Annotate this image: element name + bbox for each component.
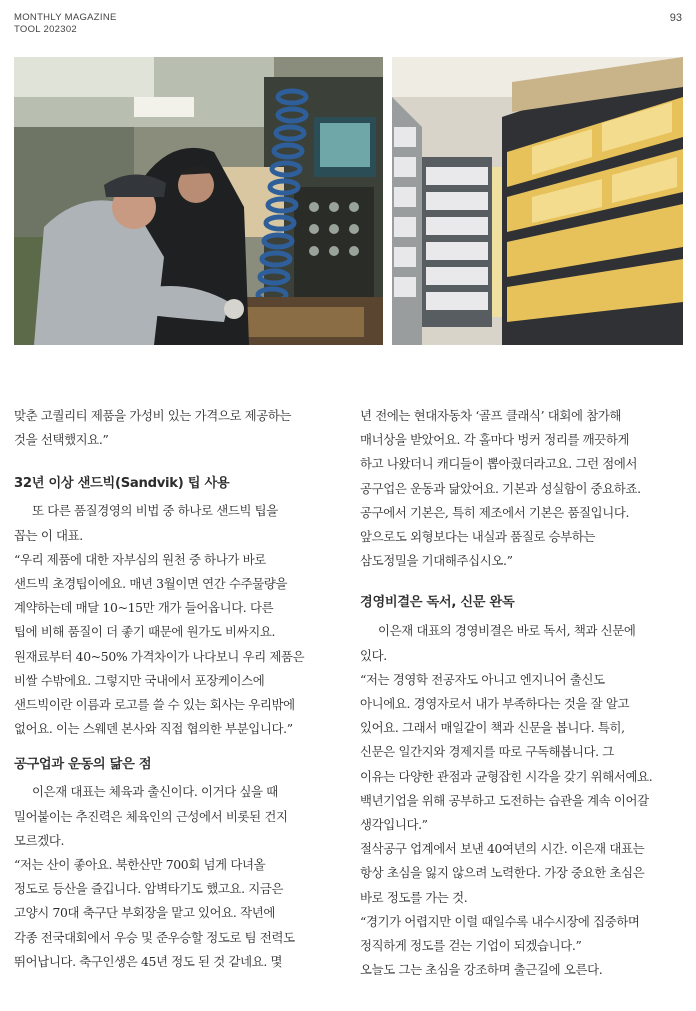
text-line: 정직하게 정도를 걷는 기업이 되겠습니다.” <box>360 938 582 954</box>
text-line: 팁에 비해 품질이 더 좋기 때문에 원가도 비싸지요. <box>14 624 276 640</box>
text-line: 이유는 다양한 관점과 균형잡힌 시각을 갖기 위해서예요. <box>360 768 653 784</box>
text-line: 있다. <box>360 647 387 663</box>
text-line: 각종 전국대회에서 우승 및 준우승할 정도로 팀 전력도 <box>14 929 295 945</box>
text-line: 백년기업을 위해 공부하고 도전하는 습관을 계속 이어갈 <box>360 792 649 808</box>
text-line: 절삭공구 업계에서 보낸 40여년의 시간. 이은재 대표는 <box>360 841 645 857</box>
text-line: 삼도정밀을 기대해주십시오.” <box>360 553 513 569</box>
magazine-name: MONTHLY MAGAZINE <box>14 12 117 23</box>
text-line: 계약하는데 매달 10~15만 개가 들어옵니다. 다른 <box>14 600 274 616</box>
photo-warehouse-shelves <box>392 57 683 345</box>
text-line: 것을 선택했지요.” <box>14 432 109 448</box>
career-paragraph <box>360 837 686 910</box>
sports-quote <box>14 853 336 974</box>
text-line: 뛰어납니다. 축구인생은 45년 정도 된 것 같네요. 몇 <box>14 953 283 969</box>
text-line: 샌드빅이란 이름과 로고를 쓸 수 있는 회사는 우리밖에 <box>14 697 295 713</box>
sandvik-intro-paragraph <box>14 499 336 547</box>
text-line: “저는 경영학 전공자도 아니고 엔지니어 출신도 <box>360 671 605 687</box>
magazine-issue: TOOL 202302 <box>14 24 77 35</box>
left-text-column <box>14 404 336 974</box>
text-line: “저는 산이 좋아요. 북한산만 700회 넘게 다녀올 <box>14 857 266 873</box>
text-line: 바로 정도를 가는 것. <box>360 889 468 905</box>
text-line: 하고 나왔더니 캐디들이 뽑아줬더라고요. 그런 점에서 <box>360 456 638 472</box>
text-line: 항상 초심을 잃지 않으려 노력한다. 가장 중요한 초심은 <box>360 865 645 881</box>
text-line: “경기가 어렵지만 이럴 때일수록 내수시장에 집중하며 <box>360 913 640 929</box>
text-line: 밀어붙이는 추진력은 체육인의 근성에서 비롯된 건지 <box>14 808 288 824</box>
text-line: 또 다른 품질경영의 비법 중 하나로 샌드빅 팁을 <box>32 503 278 519</box>
closing-quote <box>360 910 686 983</box>
text-line: 모르겠다. <box>14 832 65 848</box>
section-heading-sandvik: 32년 이상 샌드빅(Sandvik) 팁 사용 <box>14 476 230 492</box>
section-heading-sports: 공구업과 운동의 닮은 점 <box>14 757 152 773</box>
text-line: 정도로 등산을 즐깁니다. 암벽타기도 했고요. 지금은 <box>14 881 284 897</box>
reading-intro-paragraph <box>360 619 686 667</box>
text-line: 공구업은 운동과 닮았어요. 기본과 성실함이 중요하죠. <box>360 480 641 496</box>
text-line: 원재료부터 40~50% 가격차이가 나다보니 우리 제품은 <box>14 648 305 664</box>
text-line: 이은재 대표는 체육과 출신이다. 이거다 싶을 때 <box>32 784 278 800</box>
text-line: 매너상을 받았어요. 각 홀마다 벙커 정리를 깨끗하게 <box>360 432 630 448</box>
sports-intro-paragraph <box>14 780 336 853</box>
text-line: 맞춘 고퀄리티 제품을 가성비 있는 가격으로 제공하는 <box>14 408 292 423</box>
text-line: 공구에서 기본은, 특히 제조에서 기본은 품질입니다. <box>360 504 630 520</box>
text-line: 비쌀 수밖에요. 그렇지만 국내에서 포장케이스에 <box>14 672 265 688</box>
photo-cnc-operators <box>14 57 383 345</box>
text-line: “우리 제품에 대한 자부심의 원천 중 하나가 바로 <box>14 551 266 567</box>
intro-paragraph <box>14 404 336 452</box>
magazine-header <box>14 12 117 36</box>
text-line: 샌드빅 초경팁이에요. 매년 3월이면 연간 수주물량을 <box>14 576 288 592</box>
text-line: 생각입니다.” <box>360 817 428 833</box>
text-line: 이은재 대표의 경영비결은 바로 독서, 책과 신문에 <box>378 623 636 639</box>
reading-quote <box>360 668 686 837</box>
text-line: 있어요. 그래서 매일같이 책과 신문을 봅니다. 특히, <box>360 720 625 736</box>
continued-quote <box>360 404 686 573</box>
text-line: 년 전에는 현대자동차 ‘골프 클래식’ 대회에 참가해 <box>360 408 622 423</box>
section-heading-reading: 경영비결은 독서, 신문 완독 <box>360 595 515 611</box>
page-number: 93 <box>669 12 682 24</box>
text-line: 아니에요. 경영자로서 내가 부족하다는 것을 잘 알고 <box>360 696 630 712</box>
text-line: 앞으로도 외형보다는 내실과 품질로 승부하는 <box>360 529 596 545</box>
text-line: 오늘도 그는 초심을 강조하며 출근길에 오른다. <box>360 962 603 978</box>
text-line: 꼽는 이 대표. <box>14 527 83 543</box>
text-line: 신문은 일간지와 경제지를 따로 구독해봅니다. 그 <box>360 744 614 760</box>
text-line: 없어요. 이는 스웨덴 본사와 직접 협의한 부분입니다.” <box>14 721 293 737</box>
right-text-column <box>360 404 686 982</box>
text-line: 고양시 70대 축구단 부회장을 맡고 있어요. 작년에 <box>14 905 275 921</box>
sandvik-quote <box>14 548 336 742</box>
